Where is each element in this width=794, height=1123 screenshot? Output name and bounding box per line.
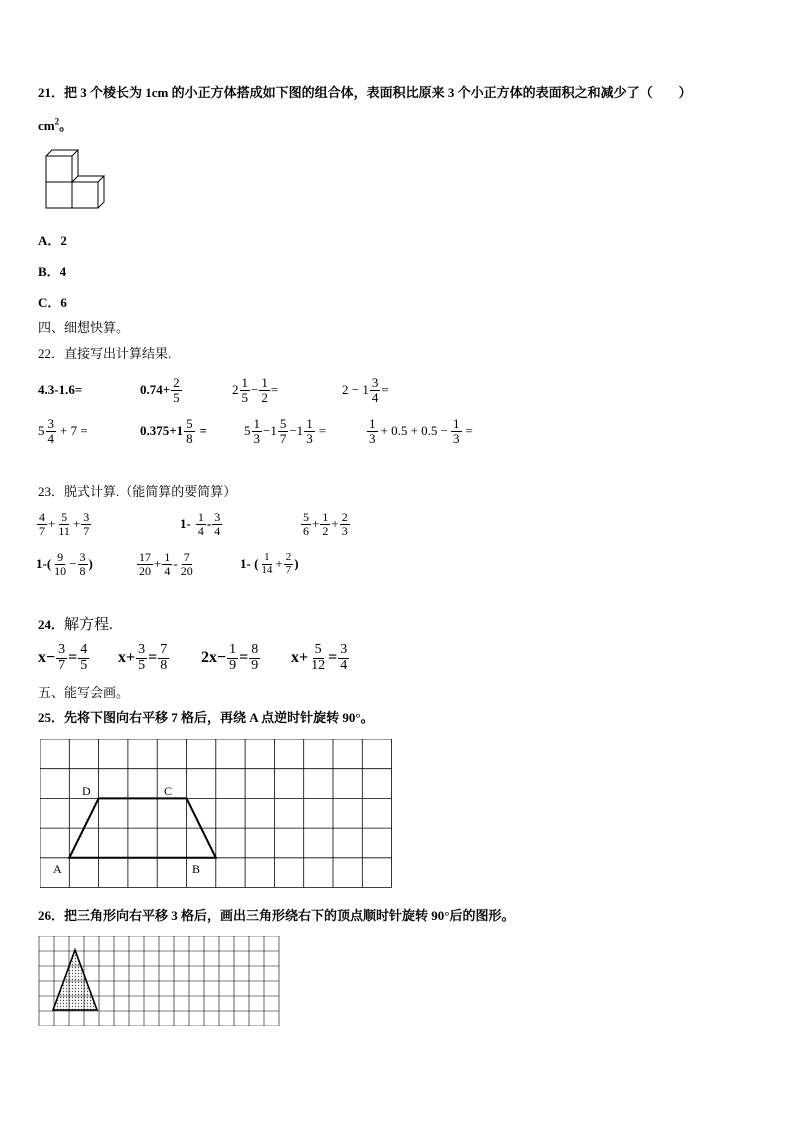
q23-d-op: −: [69, 556, 77, 571]
q22-item-8-eq: =: [465, 423, 473, 438]
q23-e-frac-1: $\frac{17}{20}$: [139, 549, 151, 578]
q22-item-7: [244, 412, 326, 450]
q23-f-frac-2: $\frac{2}{7}$: [285, 550, 292, 576]
q22-item-7-frac-1: $\frac{1}{3}$: [253, 415, 260, 446]
q24-c-eq: =: [239, 649, 249, 666]
q21-number: 21．: [38, 85, 65, 100]
cube-bottom-right: [72, 182, 98, 208]
q24-a-frac-1: $\frac{3}{7}$: [58, 641, 66, 673]
q22-item-3-eq: =: [270, 382, 279, 397]
q23-f-frac-1: $\frac{1}{14}$: [261, 550, 273, 576]
q22-item-6: [140, 412, 207, 450]
q23-f-close: ): [294, 556, 299, 571]
q25-grid: [40, 739, 392, 888]
q22-item-3-frac-2: $\frac{1}{2}$: [261, 374, 268, 405]
q23-item-b: [180, 506, 223, 542]
q25-text: 25．先将下图向右平移 7 格后，再绕 A 点逆时针旋转 90°。: [38, 710, 374, 725]
q23-d-close: ): [88, 556, 93, 571]
q21-option-c[interactable]: C．6: [38, 295, 67, 310]
q22-item-6-frac: $\frac{5}{8}$: [186, 415, 193, 446]
q25-label-a: A: [53, 862, 62, 876]
q23-b-op: -: [206, 516, 212, 531]
q22-item-5: [38, 412, 88, 450]
q21-text: 把 3 个棱长为 1cm 的小正方体搭成如下图的组合体，表面积比原来 3 个小正方体的表面积之和减少了（ ）: [64, 85, 692, 100]
q26-grid-figure: [38, 936, 280, 1026]
q24-item-a: [38, 638, 90, 678]
q23-d-lead: 1-(: [36, 556, 52, 571]
q21-unit-sup: 2: [54, 116, 60, 127]
q22-item-7-frac-3: $\frac{1}{3}$: [306, 415, 313, 446]
q21-unit-tail: 。: [59, 118, 73, 133]
q23-d-frac-1: $\frac{9}{10}$: [54, 549, 67, 578]
q21-prompt: [38, 82, 692, 101]
q22-item-6-lead: 0.375+1: [140, 423, 184, 438]
q23-e-frac-2: $\frac{1}{4}$: [164, 549, 171, 578]
q22-item-7-frac-2: $\frac{5}{7}$: [279, 415, 287, 446]
q22-item-3-op: −: [251, 382, 259, 397]
q24-c-frac-2: $\frac{8}{9}$: [251, 641, 259, 673]
q23-title: 23．脱式计算.（能简算的要简算）: [38, 484, 237, 499]
q25-label-d: D: [82, 784, 91, 798]
q23-e-frac-3: $\frac{7}{20}$: [180, 549, 193, 578]
q22-item-4-lead: 2 − 1: [342, 382, 369, 397]
q23-b-frac-2: $\frac{3}{4}$: [214, 509, 221, 538]
q23-item-e: [136, 546, 196, 582]
q24-prompt: [38, 613, 113, 634]
q21-option-a[interactable]: A．2: [38, 233, 67, 248]
q23-e-op-2: -: [173, 556, 178, 571]
q24-title: 解方程.: [64, 617, 113, 633]
q23-item-a: [36, 506, 92, 542]
q23-a-op-2: +: [72, 516, 81, 531]
q21-unit: [38, 115, 72, 134]
q22-item-5-frac: $\frac{3}{4}$: [47, 415, 54, 446]
q22-item-2-frac: $\frac{2}{5}$: [173, 374, 180, 405]
q22-item-1-text: 4.3-1.6=: [38, 382, 83, 397]
q22-item-8-frac-1: $\frac{1}{3}$: [369, 415, 376, 446]
cube-top: [46, 156, 72, 182]
q22-item-1: [38, 373, 82, 407]
cube-assembly-figure: [44, 148, 108, 214]
q22-item-2-lead: 0.74+: [140, 382, 171, 397]
q23-c-frac-3: $\frac{2}{3}$: [341, 509, 348, 538]
q23-item-f: [240, 546, 299, 582]
q24-a-lhs: x−: [38, 649, 56, 666]
q22-item-4-frac: $\frac{3}{4}$: [371, 374, 379, 405]
q23-e-op-1: +: [154, 556, 162, 571]
q23-c-op-2: +: [331, 516, 339, 531]
q22-item-8: [366, 412, 473, 450]
q24-d-frac-1: $\frac{5}{12}$: [311, 641, 326, 673]
q22-item-7-op-1: −1: [263, 423, 277, 438]
q22-item-4-eq: =: [381, 382, 389, 397]
q24-d-eq: =: [328, 649, 338, 666]
q25-label-b: B: [192, 862, 201, 876]
q22-item-3-frac-1: $\frac{1}{5}$: [241, 374, 248, 405]
q22-item-6-eq: =: [199, 423, 208, 438]
q24-item-c: [201, 638, 261, 678]
q23-c-frac-2: $\frac{1}{2}$: [322, 509, 329, 538]
q23-f-op: +: [275, 556, 283, 571]
q24-b-lhs: x+: [118, 649, 136, 666]
q22-item-7-op-2: −1: [289, 423, 304, 438]
q23-b-lead: 1-: [180, 516, 191, 531]
q22-item-3: [232, 371, 278, 409]
q24-number: 24．: [38, 617, 65, 632]
q23-f-lead: 1- (: [240, 556, 259, 571]
q24-c-frac-1: $\frac{1}{9}$: [229, 641, 237, 673]
q25-grid-figure: [40, 739, 394, 889]
q22-item-2: [140, 371, 183, 409]
q21-option-b[interactable]: B．4: [38, 264, 67, 279]
q22-item-8-mid: + 0.5 + 0.5 −: [380, 423, 448, 438]
q24-d-frac-2: $\frac{3}{4}$: [340, 641, 348, 673]
q24-a-frac-2: $\frac{4}{5}$: [80, 641, 88, 673]
q23-b-frac-1: $\frac{1}{4}$: [197, 509, 204, 538]
q22-item-7-eq: =: [318, 423, 327, 438]
q22-item-7-whole: 5: [244, 423, 251, 438]
q23-a-op-1: +: [48, 516, 56, 531]
section-5-heading: 五、能写会画。: [38, 685, 130, 700]
q26-text: 26．把三角形向右平移 3 格后，画出三角形绕右下的顶点顺时针旋转 90°后的图形。: [38, 908, 515, 923]
q23-c-frac-1: $\frac{5}{6}$: [303, 509, 309, 538]
q25-label-c: C: [164, 784, 173, 798]
q24-b-eq: =: [148, 649, 158, 666]
q24-item-b: [118, 638, 170, 678]
q24-c-lhs: 2x−: [201, 649, 227, 666]
q26-triangle-fill: [53, 950, 97, 1010]
q24-a-eq: =: [68, 649, 78, 666]
cube-bottom-left: [46, 182, 72, 208]
q23-item-c: [300, 506, 351, 542]
section-4-heading: 四、细想快算。: [38, 320, 130, 335]
q24-d-lhs: x+: [291, 649, 309, 666]
q23-a-frac-1: $\frac{4}{7}$: [39, 509, 45, 538]
q24-b-frac-2: $\frac{7}{8}$: [160, 641, 168, 673]
q23-c-op-1: +: [312, 516, 320, 531]
q23-item-d: [36, 546, 93, 582]
q22-item-5-whole: 5: [38, 423, 45, 438]
q24-b-frac-1: $\frac{3}{5}$: [138, 641, 146, 673]
q22-title: 22．直接写出计算结果.: [38, 346, 172, 361]
q22-item-8-frac-2: $\frac{1}{3}$: [453, 415, 460, 446]
q23-a-frac-2: $\frac{5}{11}$: [58, 509, 70, 538]
q22-item-4: [342, 371, 389, 409]
q23-a-frac-3: $\frac{3}{7}$: [83, 509, 90, 538]
q21-unit-text: cm: [38, 118, 55, 133]
q24-item-d: [291, 638, 350, 678]
q22-item-3-whole: 2: [232, 382, 239, 397]
q23-d-frac-2: $\frac{3}{8}$: [79, 549, 86, 578]
q22-item-5-tail: + 7 =: [60, 423, 88, 438]
